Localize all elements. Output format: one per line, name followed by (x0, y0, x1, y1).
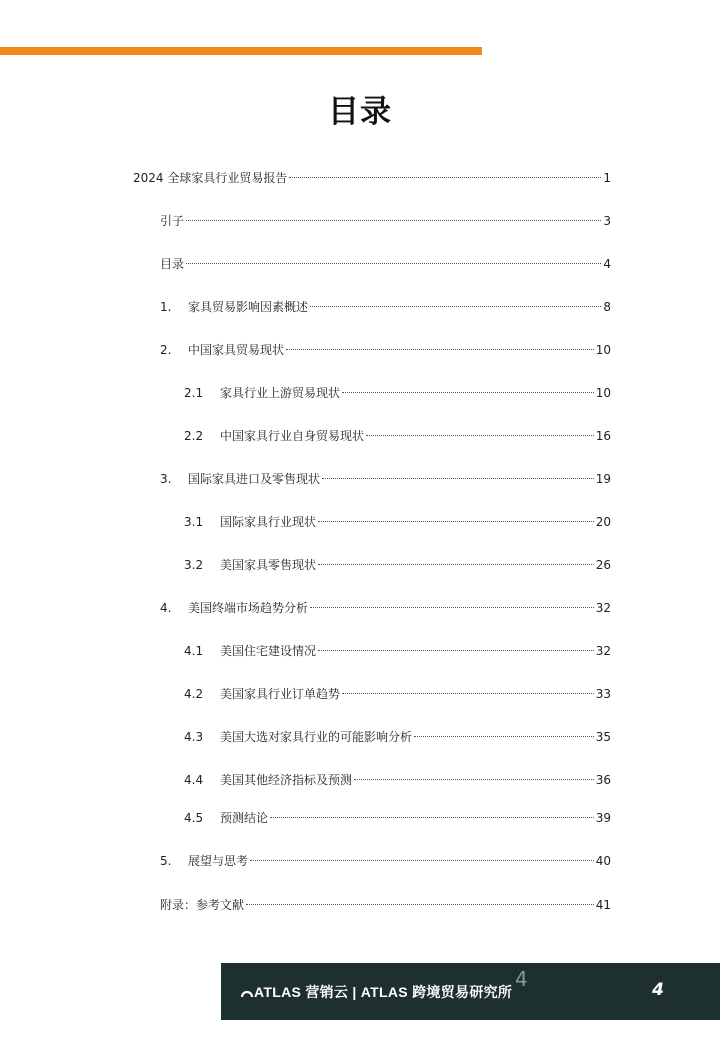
toc-entry-page: 1 (603, 171, 611, 185)
page-title: 目录 (328, 94, 392, 130)
toc-entry-label: 美国家具零售现状 (220, 558, 317, 572)
toc-entry[interactable] (184, 808, 611, 828)
toc-entry-number: 3.2 (184, 558, 204, 572)
toc-entry[interactable] (184, 684, 611, 704)
toc-dot-leader (250, 860, 594, 861)
toc-entry-number: 4.4 (184, 773, 204, 787)
toc-entry-page: 41 (595, 898, 611, 912)
toc-entry[interactable] (184, 727, 611, 747)
toc-entry[interactable] (160, 851, 611, 871)
toc-entry-number: 2.1 (184, 386, 204, 400)
toc-entry-page: 39 (595, 811, 611, 825)
toc-entry-number: 2. (160, 343, 172, 357)
toc-entry-page: 26 (595, 558, 611, 572)
toc-entry[interactable] (160, 297, 611, 317)
toc-entry-page: 10 (595, 386, 611, 400)
toc-entry-number: 4.3 (184, 730, 204, 744)
toc-entry-page: 8 (603, 300, 611, 314)
toc-dot-leader (342, 392, 594, 393)
toc-entry-label: 美国家具行业订单趋势 (220, 687, 341, 701)
toc-dot-leader (354, 779, 594, 780)
toc-entry-number: 4. (160, 601, 172, 615)
toc-entry-number: 2.2 (184, 429, 204, 443)
toc-entry-label: 国际家具进口及零售现状 (188, 472, 321, 486)
toc-entry-page: 20 (595, 515, 611, 529)
toc-dot-leader (186, 263, 601, 264)
toc-entry-number: 1. (160, 300, 172, 314)
toc-entry-page: 32 (595, 601, 611, 615)
toc-entry-page: 10 (595, 343, 611, 357)
page-number: 4 (652, 980, 664, 1000)
toc-dot-leader (246, 904, 594, 905)
toc-entry-label: 中国家具贸易现状 (188, 343, 285, 357)
toc-entry-label: 附录：参考文献 (160, 898, 245, 912)
toc-entry-label: 国际家具行业现状 (220, 515, 317, 529)
toc-entry-label: 美国大选对家具行业的可能影响分析 (220, 730, 413, 744)
toc-dot-leader (289, 177, 601, 178)
toc-entry-label: 引子 (160, 214, 185, 228)
toc-entry[interactable] (184, 555, 611, 575)
toc-entry-number: 4.1 (184, 644, 204, 658)
toc-entry-label: 美国住宅建设情况 (220, 644, 317, 658)
toc-dot-leader (318, 564, 594, 565)
page-number-center: 4 (515, 967, 528, 991)
toc-entry-number: 3.1 (184, 515, 204, 529)
toc-entry-page: 40 (595, 854, 611, 868)
toc-entry-label: 预测结论 (220, 811, 269, 825)
toc-entry[interactable] (184, 383, 611, 403)
toc-entry[interactable] (184, 426, 611, 446)
toc-entry-number: 4.5 (184, 811, 204, 825)
toc-dot-leader (322, 478, 594, 479)
toc-entry-label: 家具贸易影响因素概述 (188, 300, 309, 314)
toc-entry[interactable] (160, 211, 611, 231)
toc-entry[interactable] (160, 598, 611, 618)
toc-entry-page: 33 (595, 687, 611, 701)
toc-entry-page: 32 (595, 644, 611, 658)
footer-brand (241, 982, 512, 1002)
toc-entry-number: 5. (160, 854, 172, 868)
toc-dot-leader (414, 736, 594, 737)
toc-dot-leader (318, 650, 594, 651)
toc-entry-label: 美国终端市场趋势分析 (188, 601, 309, 615)
accent-bar (0, 47, 482, 55)
atlas-logo-icon (241, 986, 253, 998)
toc-entry-page: 35 (595, 730, 611, 744)
toc-entry[interactable] (160, 895, 611, 915)
toc-entry-page: 19 (595, 472, 611, 486)
toc-entry[interactable] (160, 254, 611, 274)
toc-dot-leader (310, 306, 601, 307)
toc-entry-page: 16 (595, 429, 611, 443)
toc-dot-leader (286, 349, 594, 350)
toc-entry-label: 2024 全球家具行业贸易报告 (133, 171, 288, 185)
toc-entry[interactable] (160, 340, 611, 360)
toc-entry[interactable] (184, 512, 611, 532)
toc-entry-number: 3. (160, 472, 172, 486)
toc-dot-leader (342, 693, 594, 694)
toc-entry[interactable] (184, 770, 611, 790)
toc-entry[interactable] (160, 469, 611, 489)
toc-entry-label: 美国其他经济指标及预测 (220, 773, 353, 787)
toc-dot-leader (310, 607, 594, 608)
toc-dot-leader (318, 521, 594, 522)
toc-entry[interactable] (133, 168, 611, 188)
toc-entry-label: 展望与思考 (188, 854, 249, 868)
toc-entry-label: 目录 (160, 257, 185, 271)
toc-entry[interactable] (184, 641, 611, 661)
toc-entry-page: 36 (595, 773, 611, 787)
footer-brand-text: ATLAS 营销云 | ATLAS 跨境贸易研究所 (254, 984, 513, 1000)
toc-dot-leader (186, 220, 601, 221)
toc-dot-leader (366, 435, 594, 436)
toc-entry-number: 4.2 (184, 687, 204, 701)
toc-entry-page: 3 (603, 214, 611, 228)
toc-dot-leader (270, 817, 594, 818)
toc-entry-label: 中国家具行业自身贸易现状 (220, 429, 365, 443)
toc-entry-label: 家具行业上游贸易现状 (220, 386, 341, 400)
toc-entry-page: 4 (603, 257, 611, 271)
footer-banner (221, 963, 720, 1020)
